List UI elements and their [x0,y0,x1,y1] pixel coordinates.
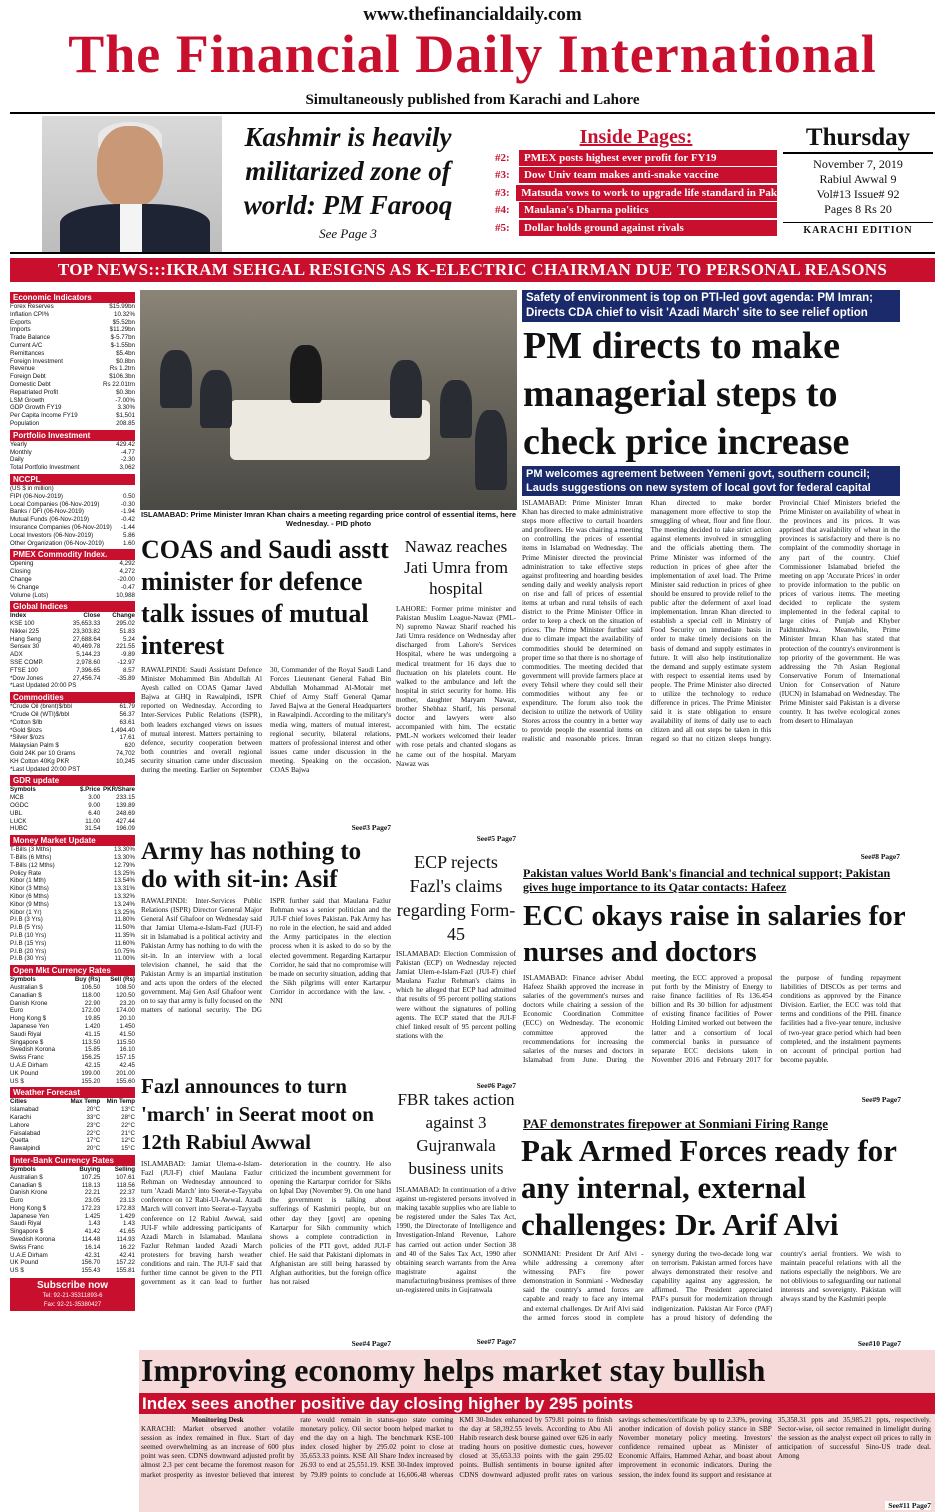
sidebar-heading-pmex: PMEX Commodity Index. [10,549,135,560]
sidebar-heading-nccpl: NCCPL [10,474,135,485]
sidebar-table-header: Symbols Buy (Rs) Sell (Rs) [10,976,135,984]
lead-body: ISLAMABAD: Prime Minister Imran Khan has directed to make administrative steps more effective to curtail hoarders and profiteers. He was chairing a meeting on controlling the prices of essential items in Islamabad on Wednesday. The Prime Minister directed the provincial administration to take effective steps against profiteering and hoarding besides sending daily and weekly analysis report on rise and fall of prices of essential items at urban and rural tehsils of each district to the Prime Minister Office in order to keep a check on the situation of prices. The Prime Minister further said due to climate impact the availability of commodities should be determined on proper time so that there is no shortage of commodities. The meeting decided that government will provide farmers place at every Tehsil where they could sell their commodities without any fee or expenditure. The forum also took the decision to utilize the network of Utility Stores across the country in a better way to provide people the essential items on realistic and reasonable prices. Imran Khan directed to make border management more effective to stop the smuggling of wheat, flour and fine flour. The meeting decided to take strict action against elements involved in smuggling and the officials abetting them. The Prime Minister was informed of the reduction in prices of ghee after the implementation of axel load. The Prime Minister said reduction in prices of ghee should be ensured to provide relief to the public after the deferment of axel load implementation. Imran Khan directed to establish a special cell in Ministry of Food Security on immediate basis in order to make timely decisions on the basis of demand and supply estimates in future. It will also help institutionalize the demand and supply estimate system with respect to essential items used by people. The Prime Minister also directed to utilize the technology to reduce difference in prices. The Prime Minister said it is state obligation to ensure availability of items of daily use to each citizen and all out steps be taken in this regard so that no citizen sleeps hungry. Provincial Chief Ministers briefed the Prime Minister on availability of wheat in the provinces and its prices. It was apprised that availability of wheat in the provinces is satisfactory and there is no complaint of the commodity shortage in any part of the country. Chief Commissioner Islamabad briefed the meeting on app 'Accurate Prices' in order to provide information to the public on prices of various items. The meeting decided to replicate the system implemented in the federal capital to large cities of Punjab and Khyber Pakhtunkhwa. Meanwhile, Prime Minister Imran Khan has stated that protection of the country's environment is top priority of the government. He was addressing the 7th Asian Regional Conservative Forum of International Union for Conservation of Nature (IUCN) in Islamabad on Wednesday. The Prime Minister said Pakistan is a diverse country. It has twelve ecological zones from desert to Himalayan See#8 Page7 [522,499,900,861]
inside-item[interactable]: #3: Dow Univ team makes anti-snake vaccine [495,167,777,185]
sidebar-heading-money: Money Market Update [10,835,135,846]
economy-subheadline: Index sees another positive day closing higher by 295 points [139,1393,935,1414]
sidebar-row: Euro 23.05 23.13 [10,1197,135,1205]
issue-date: November 7, 2019 [813,157,903,171]
sidebar-heading-interbank: Inter-Bank Currency Rates [10,1155,135,1166]
issue-info [783,124,933,236]
paf-see-page[interactable]: See#10 Page7 [855,1339,901,1348]
sidebar-heading-global: Global Indices [10,601,135,612]
coas-headline[interactable]: COAS and Saudi asstt minister for defence talk issues of mutual interest [141,535,389,660]
sidebar-row: Saudi Riyal 1.43 1.43 [10,1220,135,1228]
sidebar-row: Canadian $ 118.00 120.50 [10,991,135,999]
edition: KARACHI EDITION [783,222,933,236]
ecp-body: ISLAMABAD: Election Commission of Pakistan (ECP) on Wednesday rejected Jamiat Ulem-e-Islam-Fazl (JUI-F) chief Maulana Fazlur Rehman's claims in which he alleged that ECP had admitted that results of 95 percent polling stations were without the signatures of polling agents. The ECP stated that the JUI-F chief linked result of 95 percent polling stations with the See#6 Page7 [396,950,516,1090]
army-body: RAWALPINDI: Inter-Services Public Relations (ISPR) Director General Major General Asif Ghafoor on Wednesday said that Jamiat Ulema-e-Islam-Fazl (JUI-F) sit in Islamabad is a political activity and Pakistan Army has nothing to do with the sit-in. In an interview with a local television channel, he said that the Pakistan Army is an impartial institution and acts upon the orders of the elected government. Maj Gen Asif Ghafoor went on to say that army is fully focused on the matters of national security. The DG ISPR further said that Maulana Fazlur Rehman was a senior politician and the JUI-F chief loves Pakistan. Pak Army has no role in the election, he said and added the Army participates in the election process when it is asked to do so by the elected government. Regarding Kartarpur Corridor, he said that no compromise will be made on security situation, adding that the Sikh pilgrims will enter Kartarpur Corridor in accordance with the law. - NNI [141,897,391,1015]
sidebar-row: Karachi 33°C 28°C [10,1113,135,1121]
sidebar-row: P.I.B (5 Yrs) 11.50% [10,924,135,932]
ecc-body: ISLAMABAD: Finance adviser Abdul Hafeez Shaikh approved the increase in salaries of the government's nurses and doctors while chairing a session of the Economic Coordination Committee (ECC) on Wednesday. The economic committee approved the recommendations for increasing the salaries of the nurses and doctors in Islamabad from June. During the meeting, the ECC approved a proposal put forth by the Ministry of Energy to raise finance facilities of Rs 136.454 billion and Rs 30 billion for adjustment of existing finance facilities of Power Holding Limited worked out between the latter and a consortium of local commercial banks in pursuance of separate ECC decisions taken in November 2016 and February 2017 for the purpose of funding repayment liabilities of DISCOs as per terms and conditions as approved by the Finance Division. Earlier, the ECC was told that terms and conditions of the PHL finance facilities had a five-year tenure, inclusive of two-year grace period which had been completed, and the instalment payments on account of principal portion had become payable. See#9 Page7 [523,974,901,1104]
sidebar-row: Exports $5.52bn [10,318,135,326]
sidebar-row: Inflation CPI% 10.32% [10,310,135,318]
sidebar-row: Kibor (6 Mths) 13.32% [10,893,135,900]
sidebar-row: Opening 4,292 [10,560,135,568]
ecp-see-page[interactable]: See#6 Page7 [474,1081,516,1090]
sidebar-table-header: Symbols Buying Selling [10,1165,135,1173]
sidebar-row: Australian $ 107.25 107.61 [10,1173,135,1181]
sidebar-row: UK Pound 199.00 201.00 [10,1069,135,1077]
sidebar-row: (US $ in million) [10,484,54,492]
sidebar-row: Mutual Funds (06-Nov-2019) -0.42 [10,516,135,524]
sidebar-row: Foreign Investment $0.8bn [10,357,135,365]
inside-item[interactable]: #4: Maulana's Dharna politics [495,202,777,220]
sidebar-row: Banks / DFI (06-Nov-2019) -1.94 [10,508,135,516]
sidebar-row: Danish Krone 22.21 22.37 [10,1189,135,1197]
sidebar-row: Gold 24K per 10 Grams 74,702 [10,750,135,758]
ecc-kicker: Pakistan values World Bank's financial and technical support; Pakistan gives huge importance to its Qatar contacts: Hafeez [523,866,891,894]
sidebar-row: *Last Updated 20:00 PST [10,765,81,773]
sidebar-row: % Change -0.47 [10,583,135,591]
sidebar-row: Trade Balance $-5.77bn [10,334,135,342]
sidebar-table-header: Index Close Change [10,612,135,620]
inside-pages-box [495,126,777,240]
fbr-body: ISLAMABAD: In continuation of a drive against un-registered persons involved in making taxable supplies who are liable to be registered under the Sales Tax Act, 1990, the Directorate of Intelligence and Investigation-Inland Revenue, Lahore has carried out action under Section 38 and 40 of the Sales Tax Act, 1990 after obtaining search warrants from the Area magistrate against the manufacturing/business premises of three un-registered units in Gujranwala See#7 Page7 [396,1186,516,1346]
sidebar-row: Hong Kong $ 172.23 172.83 [10,1204,135,1212]
fbr-see-page[interactable]: See#7 Page7 [474,1337,516,1346]
inside-item[interactable]: #5: Dollar holds ground against rivals [495,219,777,237]
paf-headline[interactable]: Pak Armed Forces ready for any internal, external challenges: Dr. Arif Alvi [521,1133,897,1242]
lead-kicker: Safety of environment is top on PTI-led govt agenda: PM Imran; Directs CDA chief to visit 'Azadi March' site to see relief option [522,290,900,322]
ecc-see-page[interactable]: See#9 Page7 [859,1095,901,1104]
sidebar-row: Quetta 17°C 12°C [10,1137,135,1145]
sidebar-row: Swedish Korona 114.48 114.93 [10,1236,135,1244]
sidebar-row: Policy Rate 13.25% [10,869,135,877]
sidebar-row: Swiss Franc 156.25 157.15 [10,1054,135,1062]
fazl-headline[interactable]: Fazl announces to turn 'march' in Seerat moot on 12th Rabiul Awwal [141,1074,374,1154]
fazl-body: ISLAMABAD: Jamiat Ulema-e-Islam-Fazl (JUI-F) chief Maulana Fazlur Rehman on Wednesday announced to turn 'Azadi March' into Seerat-e-Tayyaba conference on 12 Rabi-Ul-Awwal. Azadi March will convert into Seerat-e-Tayyaba conference on 12 Rabiul Awwal, said JUI-F while addressing participants of Azadi March in Islamabad. Maulana Fazlur Rehman lauded Azadi March protesters for braving harsh weather conditions and rain. The JUI-F said that further time cannot be given to the PTI government as it can lead to further deterioration in the country. He also criticized the incumbent government for opening the Kartarpur corridor for Sikhs on Iqbal Day (November 9). On one hand the government is talking about sufferings of Kashmiri people, but on other day they [govt] are opening Kartarpur for Sikh community which shows a complete contradiction in policies of the PTI govt, added JUI-F chief. He said that Pakistani diplomats in Afghanistan are still being harassed by Afghan authorities, but the foreign office has not raised See#4 Page7 [141,1160,391,1348]
sidebar-heading-weather: Weather Forecast [10,1087,135,1098]
subscribe-button[interactable]: Subscribe now [10,1278,135,1293]
sidebar-row: Swedish Korona 15.85 16.10 [10,1046,135,1054]
pm-farooq-portrait [42,116,222,252]
sidebar-row: P.I.B (3 Yrs) 11.80% [10,916,135,924]
sidebar-row: P.I.B (20 Yrs) 10.75% [10,947,135,955]
inside-item[interactable]: #3: Matsuda vows to work to upgrade life standard in Pak [495,186,777,199]
sidebar-row: FIPI (06-Nov-2019) 0.50 [10,492,135,500]
masthead-tagline: Simultaneously published from Karachi and Lahore [305,92,640,108]
inside-pages-title: Inside Pages: [579,126,693,148]
sidebar-row: OGDC 9.00 139.89 [10,802,135,810]
issue-pages: Pages 8 Rs 20 [824,202,892,216]
sidebar-row: UBL 6.40 248.69 [10,809,135,817]
sidebar-row: Local Investors (06-Nov-2019) 5.86 [10,531,135,539]
sidebar-row: Euro 172.00 174.00 [10,1007,135,1015]
sidebar-heading-portfolio: Portfolio Investment [10,430,135,441]
sidebar-row: Revenue Rs 1.2trn [10,365,135,373]
sidebar-row: Saudi Riyal 41.15 41.50 [10,1030,135,1038]
sidebar-row: MCB 3.00 233.15 [10,794,135,802]
sidebar-row: Faisalabad 22°C 21°C [10,1129,135,1137]
sidebar-row: ADX 5,144.23 -9.89 [10,651,135,659]
sidebar-row: Malaysian Palm $ 620 [10,742,135,750]
sidebar-row: *Gold $/ozs 1,494.40 [10,726,135,734]
sidebar-row: UK Pound 156.70 157.22 [10,1259,135,1267]
nawaz-headline[interactable]: Nawaz reaches Jati Umra from hospital [404,537,508,598]
sidebar-row: Nikkei 225 23,303.82 51.83 [10,627,135,635]
sidebar-row: Foreign Debt $106.3bn [10,373,135,381]
sidebar-row: Imports $11.29bn [10,326,135,334]
sidebar-row: P.I.B (10 Yrs) 11.35% [10,931,135,939]
sidebar-row: *Silver $/ozs 17.61 [10,734,135,742]
army-headline[interactable]: Army has nothing to do with sit-in: Asif [141,838,362,893]
sidebar-row: Hong Kong $ 19.85 20.10 [10,1015,135,1023]
subscribe-tel: Tel: 92-21-35311893-6 [10,1293,135,1302]
sidebar-row: Local Companies (06-Nov-2019) -0.30 [10,500,135,508]
sidebar-row: *Crude Oil (brent)$/bbl 61.79 [10,703,135,711]
kashmir-headline: Kashmir is heavily militarized zone of world: PM Farooq [243,122,453,220]
market-sidebar [10,290,135,1512]
sidebar-row: U.A.E Dirham 42.15 42.45 [10,1061,135,1069]
sidebar-row: Japanese Yen 1.420 1.450 [10,1022,135,1030]
sidebar-row: *Crude Oil (WTI)$/bbl 56.37 [10,711,135,719]
coas-body: RAWALPINDI: Saudi Assistant Defence Minister Mohammed Bin Abdullah Al Ayesh called on COAS Qamar Javed Bajwa at GHQ in Rawalpindi, ISPR reported on Wednesday. According to Inter-Services Public Relations (ISPR), both leaders exchanged views on issues of mutual interest. Matters pertaining to defence, security cooperation between both countries and overall regional security situation came under discussion during the meeting. Earlier on September 30, Commander of the Royal Saudi Land Forces Lieutenant General Fahad Bin Abdullah Mohammad Al-Motair met Chief of Army Staff General Qamar Javed Bajwa at the General Headquarters in Rawalpindi. According to the military's media wing, matters of mutual interest, regional security, bilateral relations, matters of professional interest and other issues came under discussion in the meeting. Speaking on the occasion, COAS Bajwa See#3 Page7 [141,666,391,832]
sidebar-row: Insurance Companies (06-Nov-2019) -1.44 [10,523,135,531]
sidebar-row: Hang Seng 27,688.64 5.24 [10,635,135,643]
issue-volume: Vol#13 Issue# 92 [816,187,900,201]
sidebar-row: FTSE 100 7,396.65 8.57 [10,666,135,674]
meeting-photo [140,290,517,510]
sidebar-row: Canadian $ 118.13 118.56 [10,1181,135,1189]
lead-headline[interactable]: PM directs to make managerial steps to check price increase [523,325,850,463]
paf-body: SONMIANI: President Dr Arif Alvi - while addressing a ceremony after witnessing PAF's fire power demonstration in Sonmiani - Wednesday said the country's armed forces are capable and ready to face any internal and external challenges. Dr Arif Alvi said the armed forces stood in complete synergy during the two-decade long war on terrorism. Pakistan armed forces have always demonstrated their resolve and capability against any aggression, he affirmed. The President appreciated PAF's pursuit for modernization through indigenization. Pakistan Air Force (PAF) has a proud history of defending the country's aerial frontiers. We wish to maintain peaceful relations with all the nations especially the neighbors. We are not oblivious to safeguarding our national interests and sovereignty. Pakistan will always stand by the Kashmiri people See#10 Page7 [523,1250,901,1348]
sidebar-row: Japanese Yen 1.425 1.429 [10,1212,135,1220]
sidebar-row: Forex Reserves $15.99bn [10,303,135,310]
sidebar-row: LUCK 11.00 427.44 [10,817,135,825]
website-url: www.thefinancialdaily.com [363,4,582,25]
sidebar-row: T-Bills (6 Mths) 13.30% [10,854,135,862]
nawaz-body: LAHORE: Former prime minister and Pakistan Muslim League-Nawaz (PML-N) supremo Nawaz Sharif reached his Jati Umra residence on Wednesday after discharged from Lahore's Services Hospital, where he was undergoing a medical treatment for 16 days due to fluctuation on his platelets count. He walked to the ambulance and left the hospital in strict security for home. His mother, daughter Maryam Nawaz, brother Shehbaz Sharif, his personal doctor and lawyers were also accompanied with him. The ecstatic PML-N workers welcomed their leader with rose petals and chanted slogans as he came out of the hospital. Maryam Nawaz was See#5 Page7 [396,605,516,843]
sidebar-row: Lahore 23°C 22°C [10,1121,135,1129]
sidebar-row: Volume (Lots) 10,988 [10,591,135,599]
sidebar-row: Yearly 429.42 [10,440,135,448]
sidebar-row: Islamabad 20°C 13°C [10,1106,135,1114]
sidebar-row: Repatriated Profit $0.3bn [10,388,135,396]
sidebar-row: KH Cotton 40Kg PKR 10,245 [10,757,135,765]
economy-body: Monitoring Desk KARACHI: Market observed another volatile session as index remained in flux. Start of day seemed overwhelming as an increase of 600 plus point was seen. CDNS downward adjusted profit by almost 2.3 per cent became the foremost reason for market prosperity as investor believed that interest rate would remain in status-quo state coming monetary policy. Oil sector boom helped market to end the day on a high. The benchmark KSE-100 index closed higher by 295.02 point to close at 35,653.33 points. KSE All Share Index increased by 26.93 to end at 25,551.19. KSE 30-Index improved by 79.89 points to conclude at 16,606.48 whereas KMI 30-Index enhanced by 579.81 points to finish the day at 58,392.55 levels. According to Abu Ali Habib research desk bourse gained over 626 in early trading hours on positive domestic cues, however closed at 35,653.33 points with the gain 295.02 points. Bullish sentiments in bourse ignited after CDNS downward adjusted profit rates on various savings schemes/certificate by up to 2.33%, proving another indication of dovish policy stance in SBP November monetary policy meeting. Investors' confidence remained upbeat as Minister of Economic Affairs, Hammed Azhar, and boast about improvement in economic indicators. During the session, the index found its support and resistance at 35,358.31 ppts and 35,985.21 ppts, respectively. Sector-wise, oil sector remained in limelight during the session as the analyst expect oil prices to rally in anticipation of successful Sino-US trade deal. Among See#11 Page7 [141,1416,931,1510]
sidebar-row: Singapore $ 113.50 115.50 [10,1038,135,1046]
sidebar-row: LSM Growth -7.00% [10,396,135,404]
sidebar-row: *Last Updated 20:00 PS [10,682,77,690]
fbr-headline[interactable]: FBR takes action against 3 Gujranwala business units [397,1090,515,1178]
sidebar-row: Rawalpindi 20°C 15°C [10,1145,135,1153]
sidebar-row: KSE 100 35,653.33 295.02 [10,620,135,628]
sidebar-row: Other Organization (06-Nov-2019) 1.60 [10,539,135,547]
lead-subkicker: PM welcomes agreement between Yemeni govt, southern council; Lauds suggestions on new system of local govt for federal capital [522,466,900,496]
ecc-headline[interactable]: ECC okays raise in salaries for nurses and doctors [523,900,906,968]
lead-see-page[interactable]: See#8 Page7 [858,852,900,861]
sidebar-row: Swiss Franc 16.14 16.22 [10,1243,135,1251]
sidebar-row: P.I.B (15 Yrs) 11.60% [10,939,135,947]
sidebar-row: Closing 4,272 [10,568,135,576]
sidebar-row: HUBC 31.54 196.09 [10,825,135,833]
sidebar-row: Kibor (1 Yr) 13.25% [10,908,135,916]
sidebar-row: Change -20.00 [10,575,135,583]
sidebar-row: Domestic Debt Rs 22.01trn [10,380,135,388]
sidebar-row: P.I.B (30 Yrs) 11.00% [10,955,135,963]
sidebar-row: Singapore $ 41.42 41.65 [10,1228,135,1236]
sidebar-row: T-Bills (12 Mths) 12.79% [10,861,135,869]
sidebar-row: Monthly -4.77 [10,448,135,456]
sidebar-row: Danish Krone 22.90 23.20 [10,999,135,1007]
photo-caption: ISLAMABAD: Prime Minister Imran Khan chairs a meeting regarding price control of essential items, here Wednesday. - PID photo [140,510,517,528]
subscribe-fax: Fax: 92-21-35380427 [10,1302,135,1311]
sidebar-row: Population 208.85 [10,419,135,427]
sidebar-row: US $ 155.20 155.60 [10,1077,135,1085]
issue-hijri: Rabiul Awwal 9 [819,172,897,186]
kashmir-see-page: See Page 3 [319,226,377,241]
sidebar-heading-economic: Economic Indicators [10,292,135,303]
economy-see-page[interactable]: See#11 Page7 [885,1501,931,1510]
sidebar-row: U.A.E Dirham 42.31 42.41 [10,1251,135,1259]
sidebar-row: Australian $ 106.50 108.50 [10,983,135,991]
sidebar-row: Total Portfolio Investment 3,062 [10,464,135,472]
coas-see-page[interactable]: See#3 Page7 [349,823,391,832]
sidebar-row: T-Bills (3 Mths) 13.30% [10,846,135,854]
sidebar-row: Remittances $5.4bn [10,349,135,357]
sidebar-row: Sensex 30 40,469.78 221.55 [10,643,135,651]
sidebar-row: Daily -2.30 [10,456,135,464]
economy-headline[interactable]: Improving economy helps market stay bullish [141,1352,766,1388]
sidebar-row: Per Capita Income FY19 $1,501 [10,412,135,420]
sidebar-row: US $ 155.43 155.81 [10,1267,135,1275]
sidebar-row: *Dow Jones 27,456.74 -35.89 [10,674,135,682]
sidebar-row: Kibor (3 Mths) 13.31% [10,885,135,893]
paf-kicker: PAF demonstrates firepower at Sonmiani Firing Range [523,1116,828,1131]
sidebar-heading-commodities: Commodities [10,692,135,703]
top-news-banner[interactable]: TOP NEWS:::IKRAM SEHGAL RESIGNS AS K-ELECTRIC CHAIRMAN DUE TO PERSONAL REASONS [10,258,935,282]
mid-rule [10,252,935,254]
top-rule [10,112,935,114]
sidebar-table-header: Cities Max Temp Min Temp [10,1098,135,1106]
sidebar-table-header: Symbols $.Price PKR/Share [10,786,135,794]
ecp-headline[interactable]: ECP rejects Fazl's claims regarding Form-45 [396,852,516,944]
sidebar-row: Kibor (1 Mth) 13.54% [10,877,135,885]
issue-day: Thursday [783,124,933,154]
nawaz-see-page[interactable]: See#5 Page7 [474,834,516,843]
sidebar-row: *Cotton $/lb 63.61 [10,718,135,726]
sidebar-row: SSE COMP. 2,978.60 -12.97 [10,659,135,667]
sidebar-row: Kibor (9 Mths) 13.24% [10,900,135,908]
fazl-see-page[interactable]: See#4 Page7 [349,1339,391,1348]
sidebar-heading-open_market: Open Mkt Currency Rates [10,965,135,976]
masthead-title: The Financial Daily International [68,24,877,84]
sidebar-row: GDP Growth FY19 3.30% [10,404,135,412]
sidebar-heading-gdr: GDR update [10,775,135,786]
inside-item[interactable]: #2: PMEX posts highest ever profit for FY19 [495,149,777,167]
sidebar-row: Current A/C $-1.55bn [10,341,135,349]
economy-byline: Monitoring Desk [191,1416,244,1424]
